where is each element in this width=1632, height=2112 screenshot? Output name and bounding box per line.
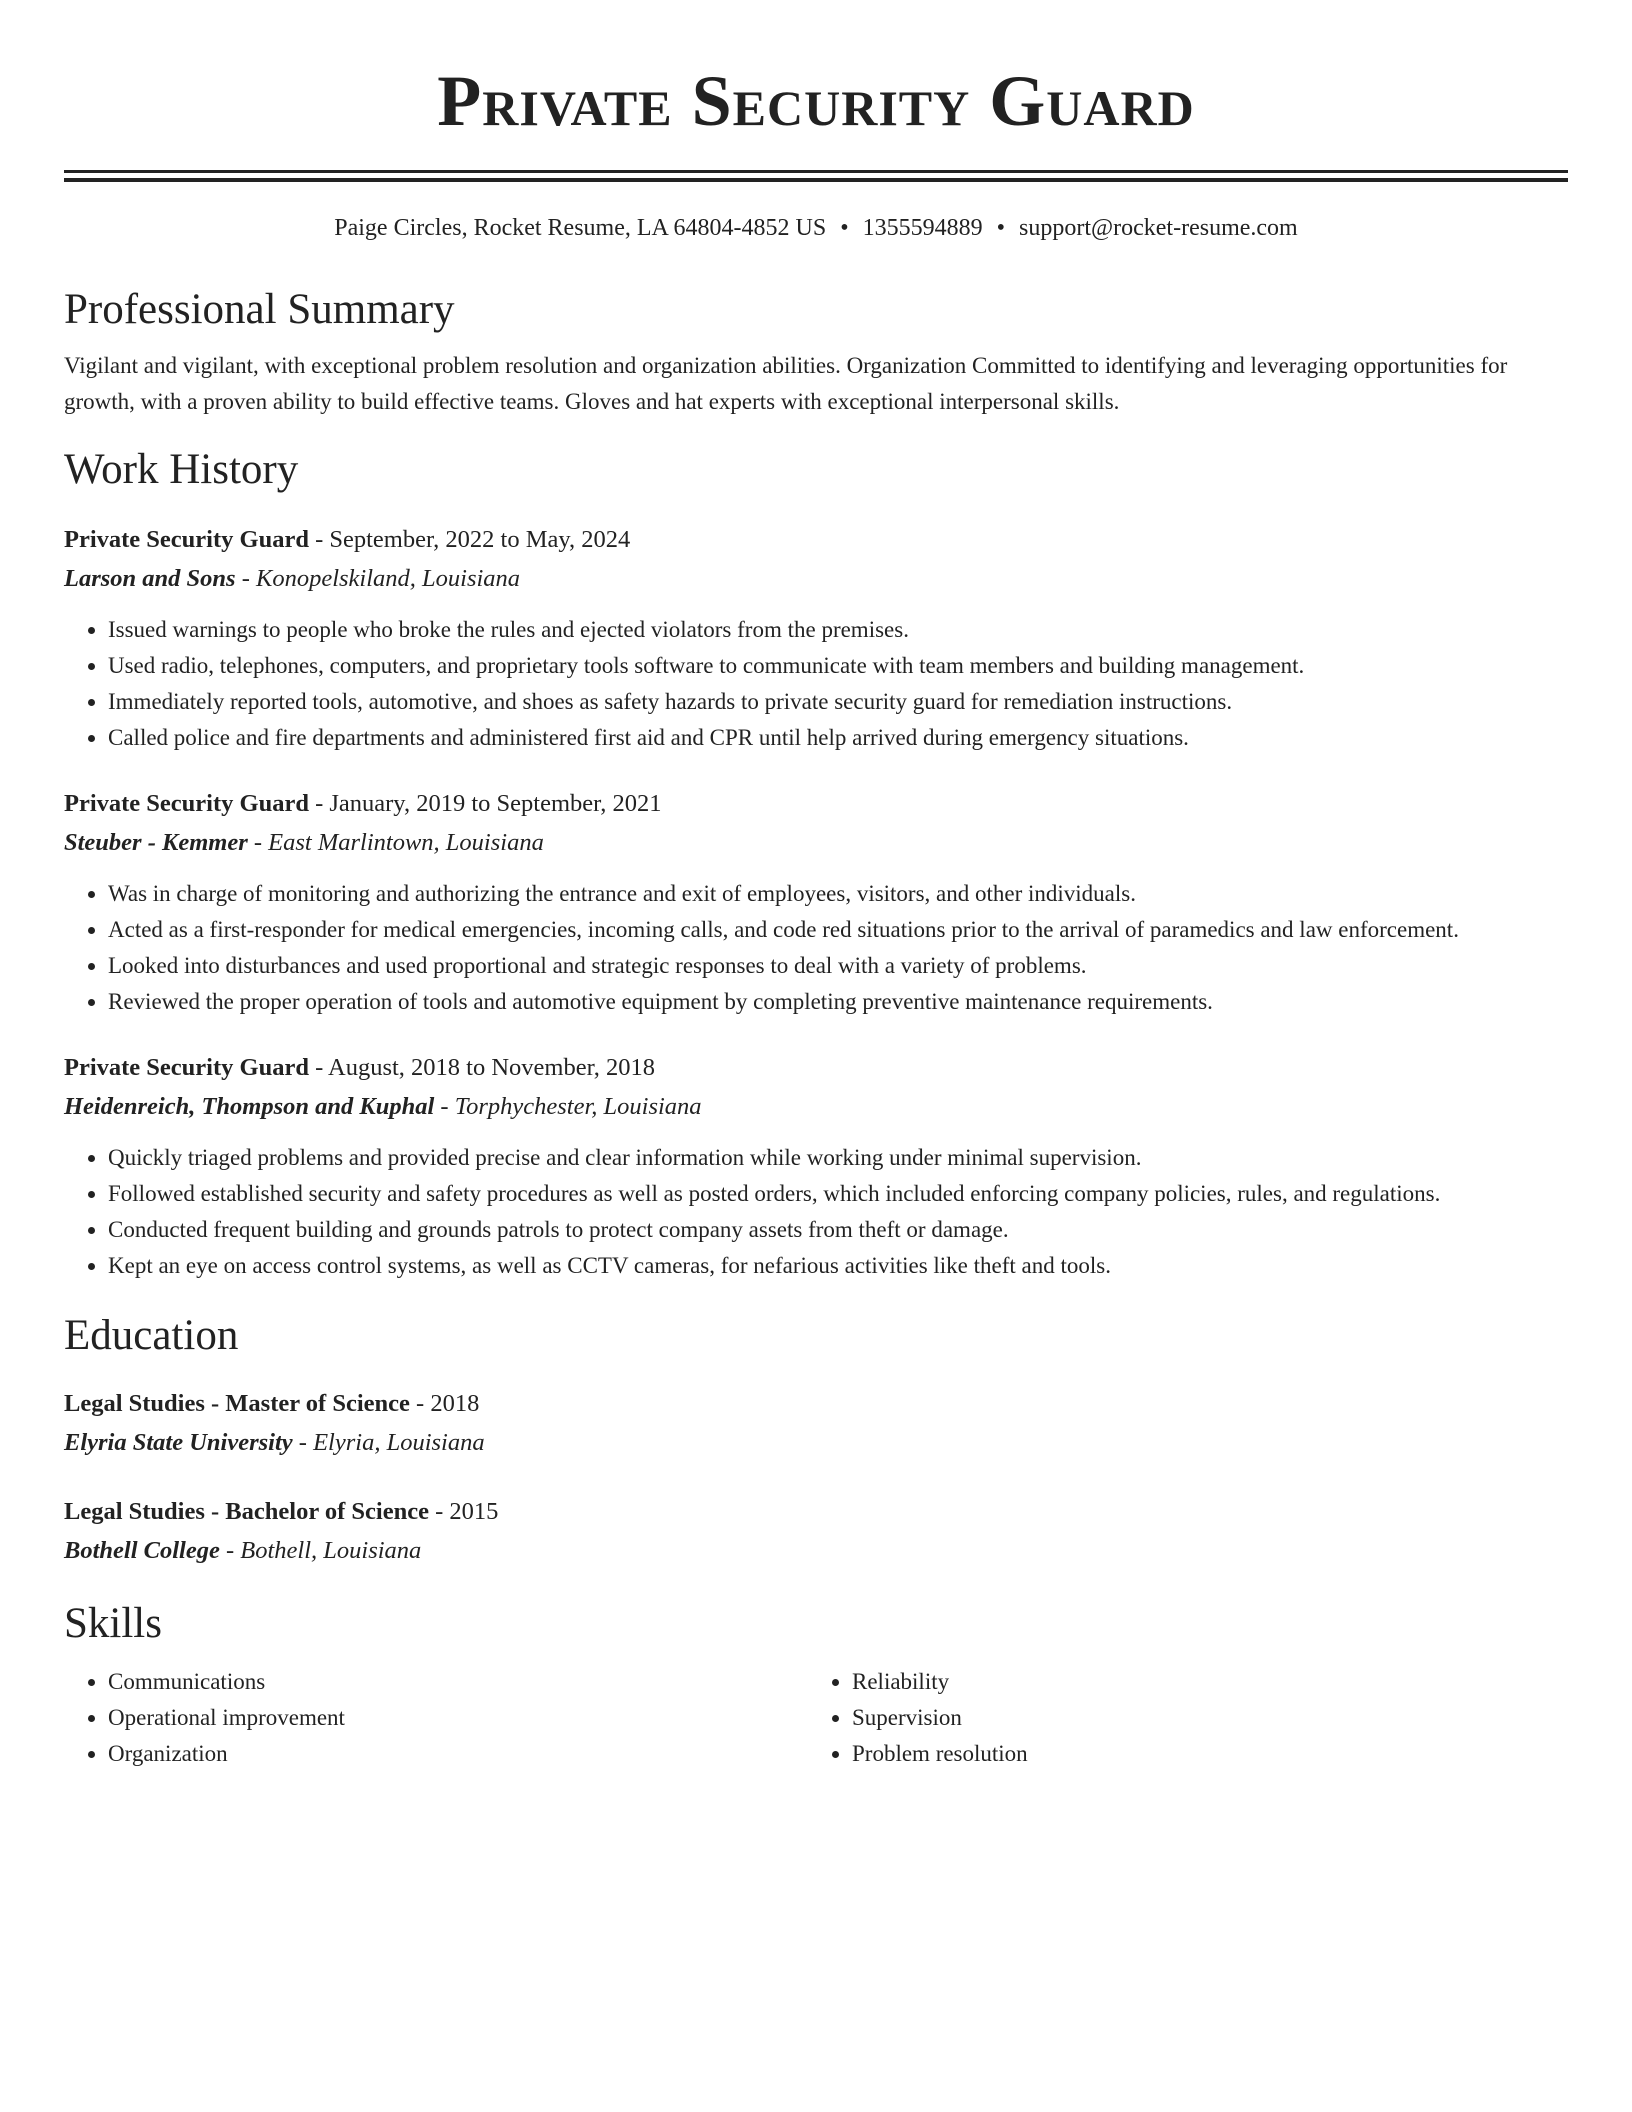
education-school: Bothell College bbox=[64, 1537, 220, 1564]
job-company: Heidenreich, Thompson and Kuphal bbox=[64, 1093, 435, 1120]
job-heading bbox=[64, 1048, 1568, 1088]
job-bullets bbox=[64, 612, 1568, 756]
skill-item: • Operational improvement bbox=[108, 1700, 808, 1736]
job-bullet: • Called police and fire departments and administered first aid and CPR until help arrived during emergency situations. bbox=[108, 720, 1568, 756]
resume-name: Private Security Guard bbox=[437, 61, 1195, 141]
job-role: Private Security Guard bbox=[64, 526, 309, 553]
skill-item: • Reliability bbox=[852, 1664, 1552, 1700]
job-bullets bbox=[64, 1140, 1568, 1284]
education-school: Elyria State University bbox=[64, 1429, 293, 1456]
section-title-work-history: Work History bbox=[64, 446, 299, 493]
education-year: - 2015 bbox=[428, 1498, 499, 1525]
job-dates: - January, 2019 to September, 2021 bbox=[308, 790, 662, 817]
education-school-line bbox=[64, 1532, 1568, 1570]
skill-item: • Problem resolution bbox=[852, 1736, 1552, 1772]
education-heading bbox=[64, 1384, 1568, 1424]
contact-email: support@rocket-resume.com bbox=[1019, 215, 1298, 241]
contact-line bbox=[64, 212, 1568, 244]
summary-text: Vigilant and vigilant, with exceptional problem resolution and organization abilities. Organization Committed to identifying and leveraging opportunities for growth, with a proven ability to build effective teams. Gloves and hat experts with exceptional interpersonal skills. bbox=[64, 353, 1508, 414]
education-school-line bbox=[64, 1424, 1568, 1462]
section-title-summary: Professional Summary bbox=[64, 286, 455, 333]
job-dates: - August, 2018 to November, 2018 bbox=[308, 1054, 656, 1081]
job-bullet: • Immediately reported tools, automotive, and shoes as safety hazards to private security guard for remediation instructions. bbox=[108, 684, 1568, 720]
job-entry bbox=[64, 1048, 1568, 1284]
job-role: Private Security Guard bbox=[64, 1054, 309, 1081]
job-bullet: • Kept an eye on access control systems, as well as CCTV cameras, for nefarious activities like theft and tools. bbox=[108, 1248, 1568, 1284]
job-entry bbox=[64, 784, 1568, 1020]
job-bullet: • Conducted frequent building and grounds patrols to protect company assets from theft or damage. bbox=[108, 1212, 1568, 1248]
section-title-education: Education bbox=[64, 1312, 239, 1359]
skill-item: • Supervision bbox=[852, 1700, 1552, 1736]
contact-separator: • bbox=[840, 215, 849, 241]
section-title-skills: Skills bbox=[64, 1600, 162, 1647]
skill-item: • Communications bbox=[108, 1664, 808, 1700]
job-bullets bbox=[64, 876, 1568, 1020]
job-entry bbox=[64, 520, 1568, 756]
job-bullet: • Looked into disturbances and used proportional and strategic responses to deal with a variety of problems. bbox=[108, 948, 1568, 984]
job-bullet: • Was in charge of monitoring and authorizing the entrance and exit of employees, visitors, and other individuals. bbox=[108, 876, 1568, 912]
education-location: - Bothell, Louisiana bbox=[219, 1537, 422, 1564]
job-bullet: • Reviewed the proper operation of tools and automotive equipment by completing preventive maintenance requirements. bbox=[108, 984, 1568, 1020]
job-heading bbox=[64, 520, 1568, 560]
contact-address: Paige Circles, Rocket Resume, LA 64804-4852 US bbox=[334, 215, 827, 241]
skill-item: • Organization bbox=[108, 1736, 808, 1772]
skills-columns bbox=[64, 1664, 1568, 1772]
education-entry bbox=[64, 1384, 1568, 1462]
job-bullet: • Followed established security and safety procedures as well as posted orders, which included enforcing company policies, rules, and regulations. bbox=[108, 1176, 1568, 1212]
job-company-line bbox=[64, 560, 1568, 598]
job-company-line bbox=[64, 824, 1568, 862]
job-bullet: • Acted as a first-responder for medical emergencies, incoming calls, and code red situations prior to the arrival of paramedics and law enforcement. bbox=[108, 912, 1568, 948]
job-company: Larson and Sons bbox=[64, 565, 236, 592]
education-location: - Elyria, Louisiana bbox=[292, 1429, 485, 1456]
job-bullet: • Quickly triaged problems and provided precise and clear information while working under minimal supervision. bbox=[108, 1140, 1568, 1176]
job-heading bbox=[64, 784, 1568, 824]
job-location: - East Marlintown, Louisiana bbox=[247, 829, 544, 856]
education-entry bbox=[64, 1492, 1568, 1570]
education-heading bbox=[64, 1492, 1568, 1532]
skills-list-left bbox=[64, 1664, 808, 1772]
job-location: - Konopelskiland, Louisiana bbox=[235, 565, 521, 592]
education-degree: Legal Studies - Bachelor of Science bbox=[64, 1498, 429, 1525]
job-bullet: • Used radio, telephones, computers, and proprietary tools software to communicate with team members and building management. bbox=[108, 648, 1568, 684]
contact-separator: • bbox=[996, 215, 1006, 241]
job-dates: - September, 2022 to May, 2024 bbox=[308, 526, 631, 553]
job-role: Private Security Guard bbox=[64, 790, 309, 817]
job-company-line bbox=[64, 1088, 1568, 1126]
education-year: - 2018 bbox=[409, 1390, 480, 1417]
education-degree: Legal Studies - Master of Science bbox=[64, 1390, 410, 1417]
job-bullet: • Issued warnings to people who broke the rules and ejected violators from the premises. bbox=[108, 612, 1568, 648]
contact-phone: 1355594889 bbox=[862, 215, 983, 241]
header-divider bbox=[64, 170, 1568, 182]
job-company: Steuber - Kemmer bbox=[64, 829, 248, 856]
skills-list-right bbox=[808, 1664, 1552, 1772]
job-location: - Torphychester, Louisiana bbox=[434, 1093, 702, 1120]
